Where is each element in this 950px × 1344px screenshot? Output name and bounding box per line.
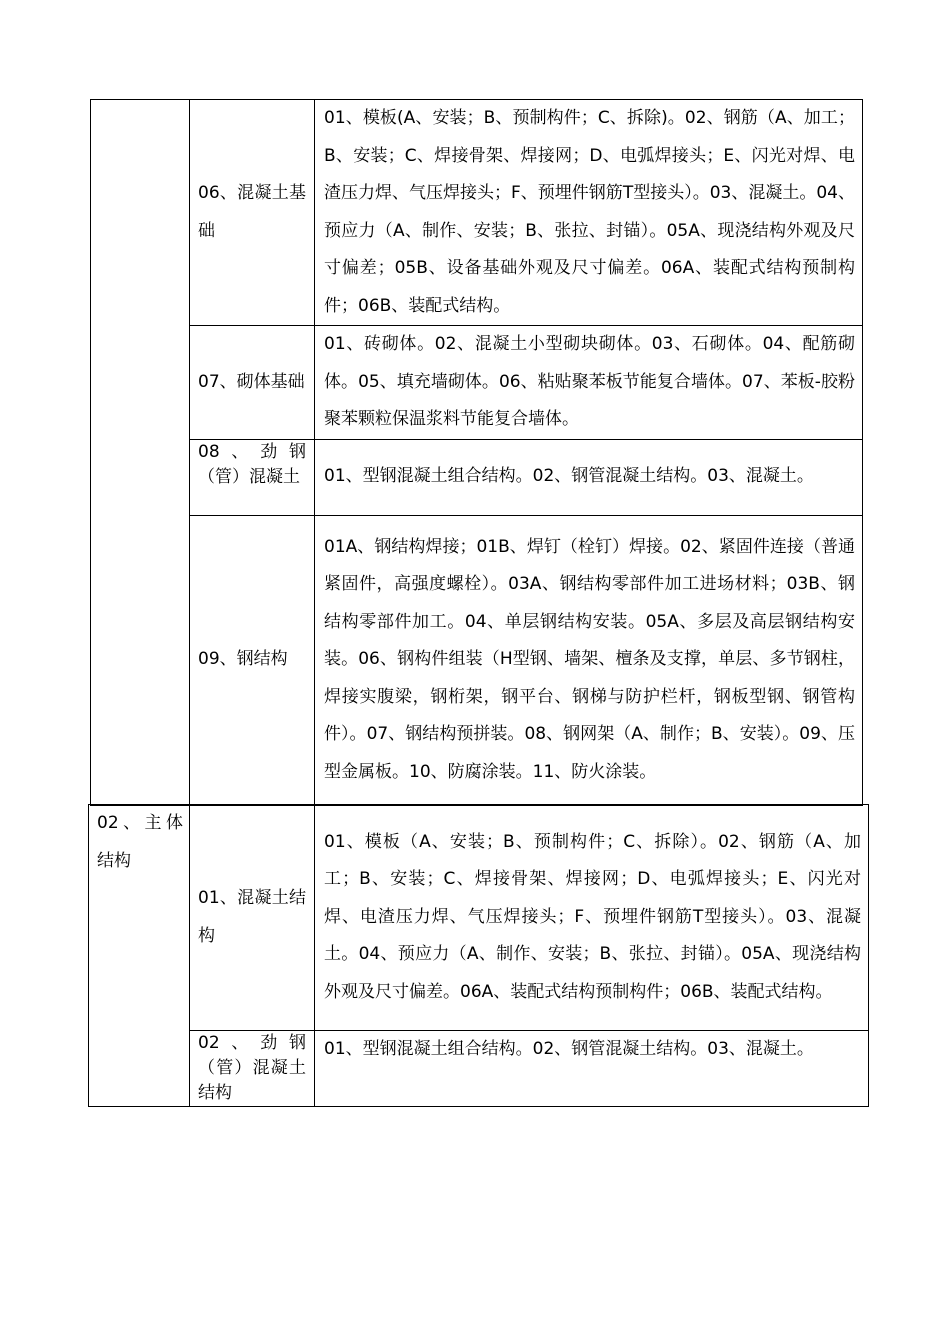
table-row (91, 515, 863, 805)
division-cell-empty (91, 100, 190, 806)
table-row (89, 805, 869, 1031)
division-table-main-structure (88, 804, 869, 1107)
table-row (89, 1031, 869, 1107)
inspection-items-cell: 01、型钢混凝土组合结构。02、钢管混凝土结构。03、混凝土。 (315, 439, 863, 515)
inspection-items-cell: 01A、钢结构焊接；01B、焊钉（栓钉）焊接。02、紧固件连接（普通紧固件，高强度螺栓）。03A、钢结构零部件加工进场材料；03B、钢结构零部件加工。04、单层钢结构安装。05A、多层及高层钢结构安装。06、钢构件组装（H型钢、墙架、檀条及支撑，单层、多节钢柱，焊接实腹梁，钢桁架，钢平台、钢梯与防护栏杆，钢板型钢、钢管构件）。07、钢结构预拼装。08、钢网架（A、制作；B、安装）。09、压型金属板。10、防腐涂装。11、防火涂装。 (315, 515, 863, 805)
division-table-continued (90, 99, 863, 806)
table-row (91, 326, 863, 440)
division-cell: 02、主体结构 (89, 805, 190, 1107)
inspection-items-cell: 01、模板（A、安装；B、预制构件；C、拆除）。02、钢筋（A、加工；B、安装；C、焊接骨架、焊接网；D、电弧焊接头；E、闪光对焊、电渣压力焊、气压焊接头；F、预埋件钢筋T型接头）。03、混凝土。04、预应力（A、制作、安装；B、张拉、封锚）。05A、现浇结构外观及尺寸偏差。06A、装配式结构预制构件；06B、装配式结构。 (315, 805, 869, 1031)
inspection-items-cell: 01、型钢混凝土组合结构。02、钢管混凝土结构。03、混凝土。 (315, 1031, 869, 1107)
subdivision-cell: 01、混凝土结构 (190, 805, 315, 1031)
table-row (91, 439, 863, 515)
inspection-items-cell: 01、模板(A、安装；B、预制构件；C、拆除)。02、钢筋（A、加工；B、安装；C、焊接骨架、焊接网；D、电弧焊接头；E、闪光对焊、电渣压力焊、气压焊接头；F、预埋件钢筋T型接头）。03、混凝土。04、预应力（A、制作、安装；B、张拉、封锚）。05A、现浇结构外观及尺寸偏差；05B、设备基础外观及尺寸偏差。06A、装配式结构预制构件；06B、装配式结构。 (315, 100, 863, 326)
subdivision-cell: 06、混凝土基础 (190, 100, 315, 326)
subdivision-cell: 08、劲钢（管）混凝土 (190, 439, 315, 515)
inspection-items-cell: 01、砖砌体。02、混凝土小型砌块砌体。03、石砌体。04、配筋砌体。05、填充墙砌体。06、粘贴聚苯板节能复合墙体。07、苯板-胶粉聚苯颗粒保温浆料节能复合墙体。 (315, 326, 863, 440)
subdivision-cell: 02、劲钢（管）混凝土结构 (190, 1031, 315, 1107)
subdivision-cell: 09、钢结构 (190, 515, 315, 805)
subdivision-cell: 07、砌体基础 (190, 326, 315, 440)
table-row (91, 100, 863, 326)
